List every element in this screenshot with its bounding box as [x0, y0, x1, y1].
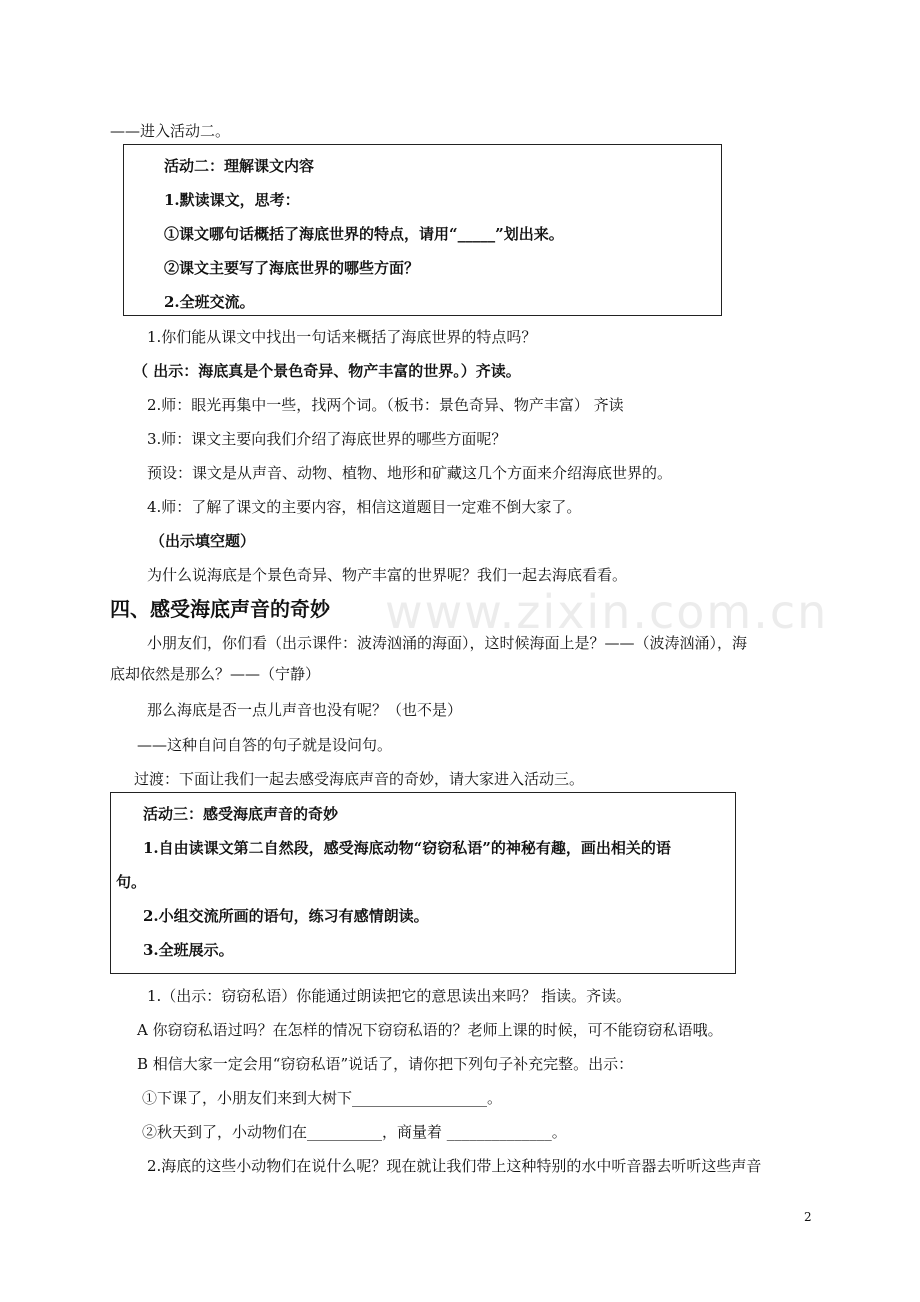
body1-line: 3.师：课文主要向我们介绍了海底世界的哪些方面呢？: [147, 430, 507, 448]
body1-line: 预设：课文是从声音、动物、植物、地形和矿藏这几个方面来介绍海底世界的。: [147, 464, 673, 482]
activity2-item2: 2.全班交流。: [164, 293, 255, 311]
body2-line: B 相信大家一定会用“窃窃私语”说话了，请你把下列句子补充完整。出示：: [137, 1055, 634, 1073]
section4-para: ——这种自问自答的句子就是设问句。: [137, 736, 393, 754]
activity3-title: 活动三：感受海底声音的奇妙: [143, 805, 339, 823]
activity2-q2: ②课文主要写了海底世界的哪些方面？: [164, 259, 420, 277]
activity2-item1: 1.默读课文，思考：: [164, 191, 300, 209]
page-number: 2: [804, 1210, 812, 1224]
activity2-q1: ①课文哪句话概括了海底世界的特点，请用“_____”划出来。: [164, 225, 564, 243]
body1-line: 1.你们能从课文中找出一句话来概括了海底世界的特点吗？: [147, 328, 537, 346]
body2-line: 2.海底的这些小动物们在说什么呢？现在就让我们带上这种特别的水中听音器去听听这些声音: [147, 1157, 762, 1175]
activity3-item2: 2.小组交流所画的语句，练习有感情朗读。: [143, 907, 429, 925]
activity3-item1-cont: 句。: [116, 873, 147, 891]
body2-line: ①下课了，小朋友们来到大树下__________________。: [142, 1089, 503, 1107]
body1-line: 为什么说海底是个景色奇异、物产丰富的世界呢？我们一起去海底看看。: [147, 566, 628, 584]
activity3-item3: 3.全班展示。: [143, 941, 234, 959]
section4-para: 那么海底是否一点儿声音也没有呢？（也不是）: [147, 701, 463, 719]
section4-para: 小朋友们，你们看（出示课件：波涛汹涌的海面），这时候海面上是？——（波涛汹涌），海: [147, 634, 748, 652]
body1-line: 2.师：眼光再集中一些，找两个词。（板书：景色奇异、物产丰富） 齐读: [147, 396, 624, 414]
watermark: www.zixin.com.cn: [385, 585, 829, 639]
activity2-title: 活动二：理解课文内容: [164, 157, 315, 175]
intro-line: ——进入活动二。: [110, 122, 231, 140]
section4-para: 过渡：下面让我们一起去感受海底声音的奇妙，请大家进入活动三。: [134, 770, 585, 788]
section4-heading: 四、感受海底声音的奇妙: [110, 597, 330, 621]
body2-line: A 你窃窃私语过吗？在怎样的情况下窃窃私语的？老师上课的时候，可不能窃窃私语哦。: [137, 1021, 723, 1039]
activity3-item1: 1.自由读课文第二自然段，感受海底动物“窃窃私语”的神秘有趣，画出相关的语: [143, 839, 671, 857]
body2-line: ②秋天到了，小动物们在__________，商量着 ______________。: [142, 1123, 567, 1141]
body2-line: 1.（出示：窃窃私语）你能通过朗读把它的意思读出来吗？ 指读。齐读。: [147, 987, 632, 1005]
section4-para: 底却依然是那么？——（宁静）: [110, 665, 321, 683]
body1-line: 4.师：了解了课文的主要内容，相信这道题目一定难不倒大家了。: [147, 498, 582, 516]
body1-line: （ 出示：海底真是个景色奇异、物产丰富的世界。）齐读。: [133, 362, 521, 380]
body1-line: （出示填空题）: [150, 532, 256, 550]
